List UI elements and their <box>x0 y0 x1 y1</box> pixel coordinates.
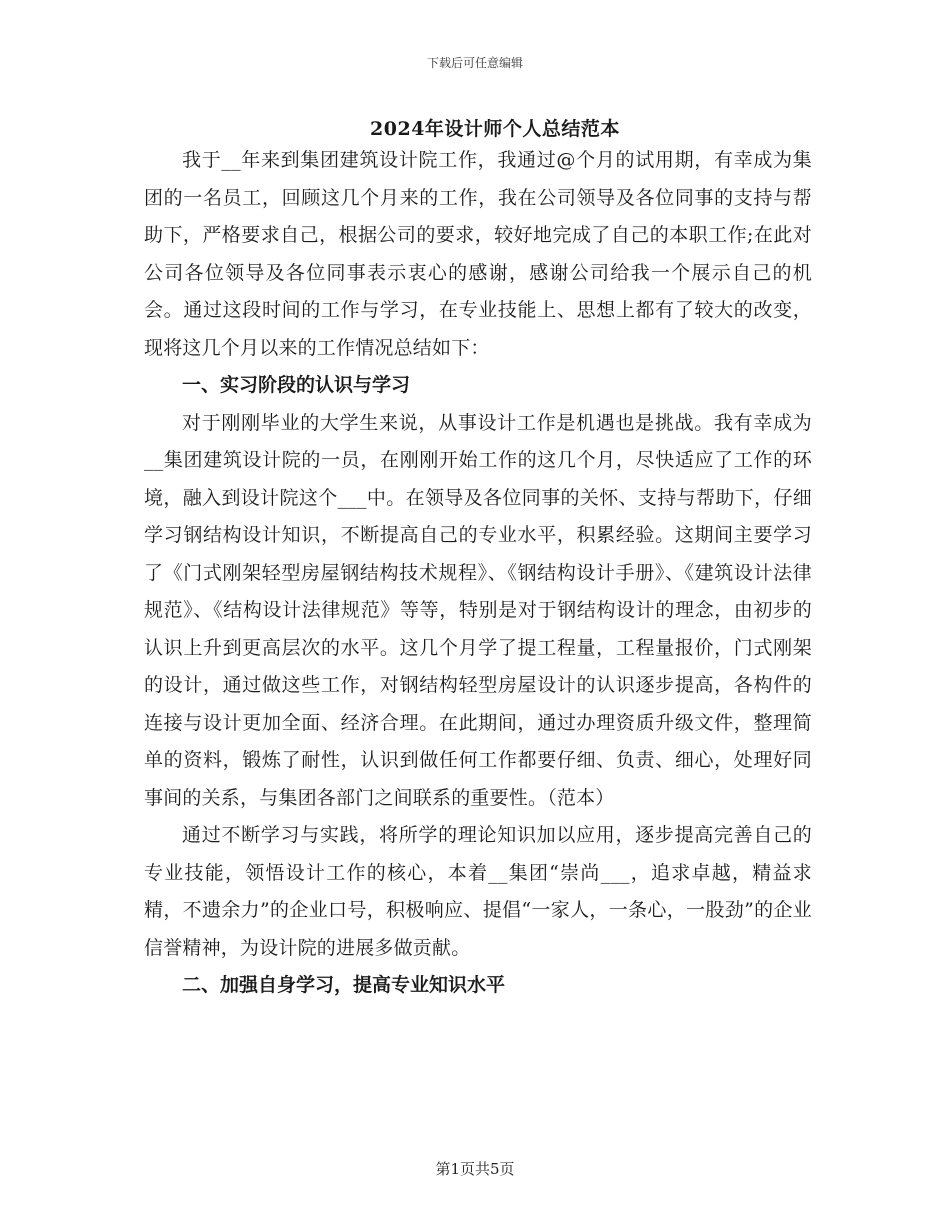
page-header-note: 下载后可任意编辑 <box>426 56 523 70</box>
intro-paragraph: 我于__年来到集团建筑设计院工作，我通过@个月的试用期，有幸成为集团的一名员工，回顾这几个月来的工作，我在公司领导及各位同事的支持与帮助下，严格要求自己，根据公司的要求，较好地完成了自己的本职工作;在此对公司各位领导及各位同事表示衷心的感谢，感谢公司给我一个展示自己的机会。通过这段时间的工作与学习，在专业技能上、思想上都有了较大的改变，现将这几个月以来的工作情况总结如下： <box>144 149 812 359</box>
page-number-footer: 第1页共5页 <box>435 1160 515 1178</box>
document-body <box>144 142 812 1005</box>
section-1-heading: 一、实习阶段的认识与学习 <box>182 374 411 396</box>
section-1-paragraph-2: 通过不断学习与实践，将所学的理论知识加以应用，逐步提高完善自己的专业技能，领悟设计工作的核心，本着__集团“崇尚___，追求卓越，精益求精，不遗余力”的企业口号，积极响应、提倡“一家人，一条心，一股劲”的企业信誉精神，为设计院的进展多做贡献。 <box>144 824 812 959</box>
section-2-heading: 二、加强自身学习，提高专业知识水平 <box>182 974 506 996</box>
document-title: 2024年设计师个人总结范本 <box>370 118 620 140</box>
section-1-paragraph: 对于刚刚毕业的大学生来说，从事设计工作是机遇也是挑战。我有幸成为__集团建筑设计院的一员，在刚刚开始工作的这几个月，尽快适应了工作的环境，融入到设计院这个___中。在领导及各位同事的关怀、支持与帮助下，仔细学习钢结构设计知识，不断提高自己的专业水平，积累经验。这期间主要学习了《门式刚架轻型房屋钢结构技术规程》、《钢结构设计手册》、《建筑设计法律规范》、《结构设计法律规范》等等，特别是对于钢结构设计的理念，由初步的认识上升到更高层次的水平。这几个月学了提工程量，工程量报价，门式刚架的设计，通过做这些工作，对钢结构轻型房屋设计的认识逐步提高，各构件的连接与设计更加全面、经济合理。在此期间，通过办理资质升级文件，整理简单的资料，锻炼了耐性，认识到做任何工作都要仔细、负责、细心，处理好同事间的关系，与集团各部门之间联系的重要性。（范本） <box>144 411 812 809</box>
